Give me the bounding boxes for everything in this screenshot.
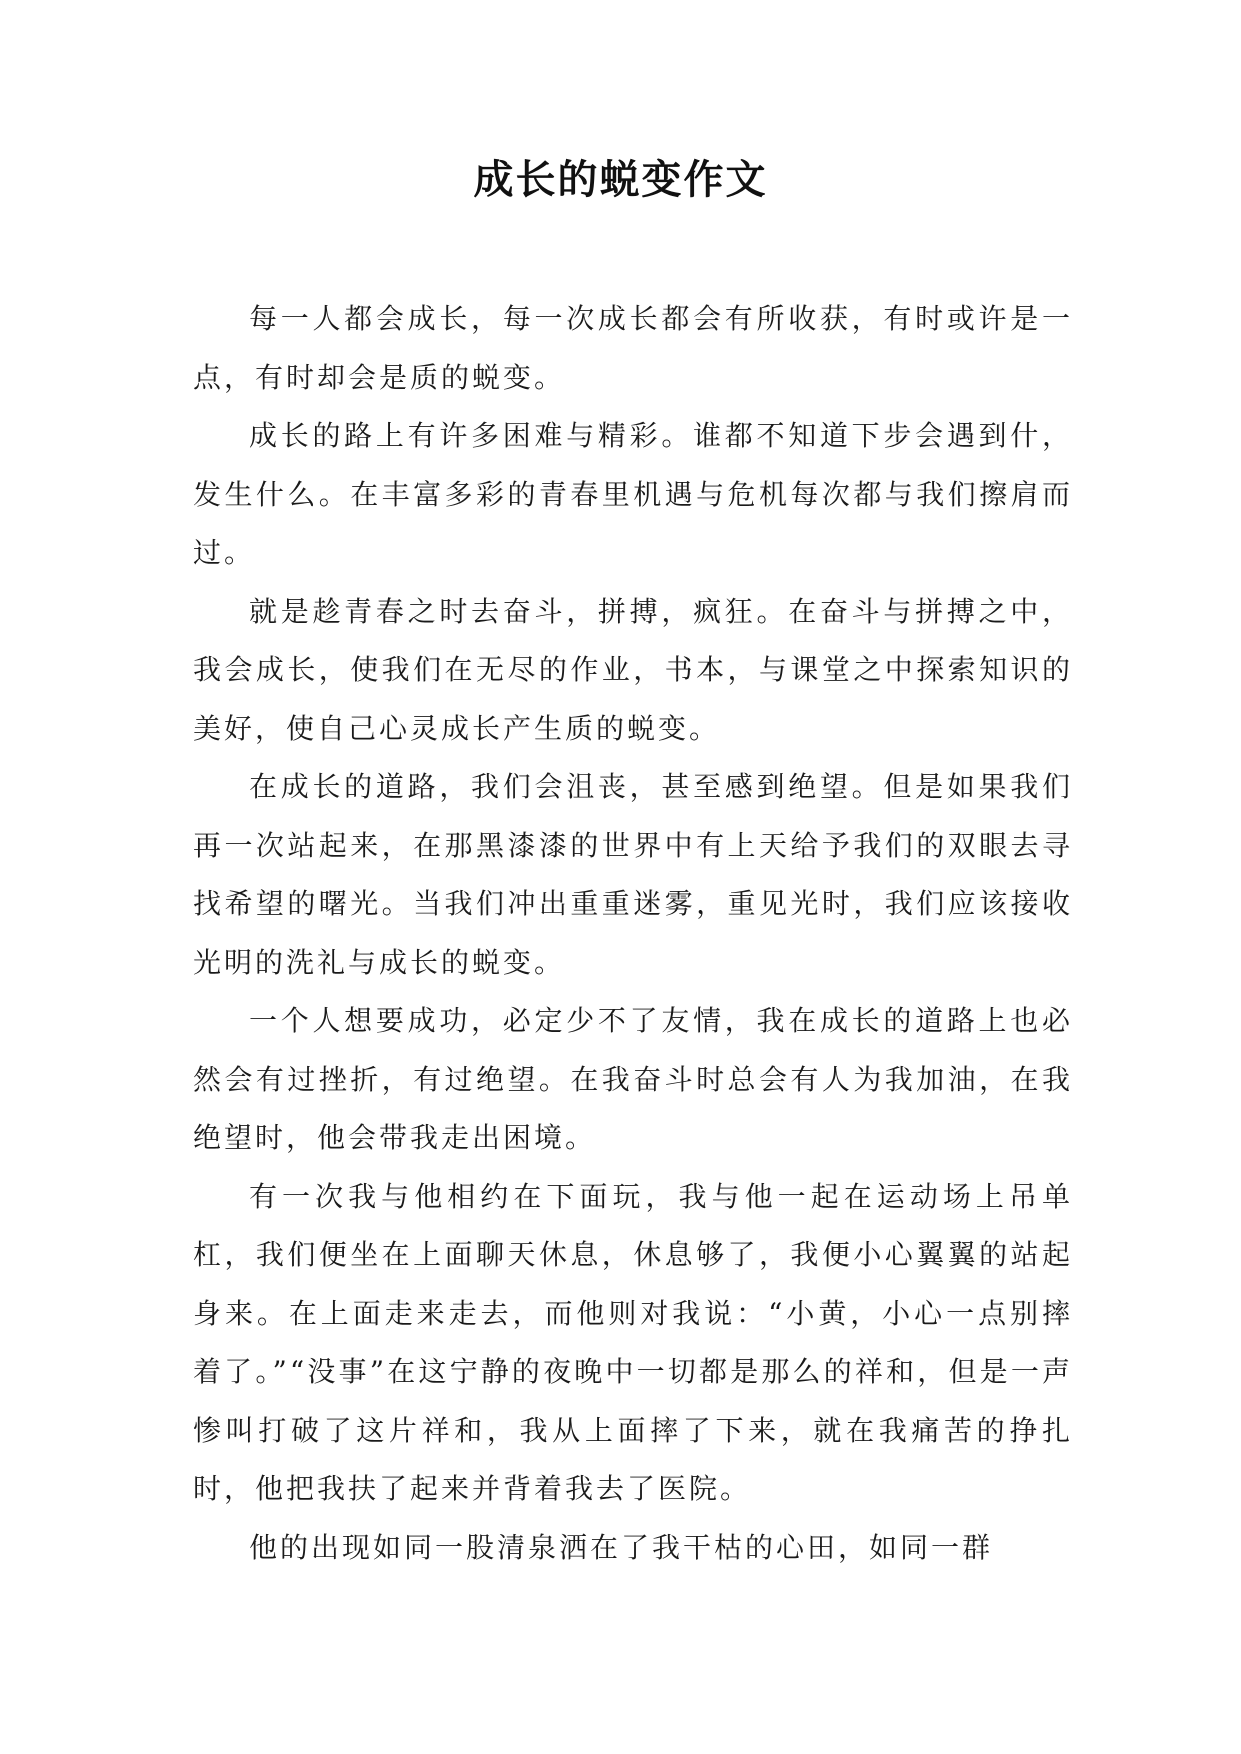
paragraph-1: 每一人都会成长，每一次成长都会有所收获，有时或许是一点，有时却会是质的蜕变。 [193, 302, 1073, 394]
document-body [193, 290, 1073, 1577]
paragraph-7: 他的出现如同一股清泉洒在了我干枯的心田，如同一群 [249, 1530, 994, 1564]
paragraph-2: 成长的路上有许多困难与精彩。谁都不知道下步会遇到什，发生什么。在丰富多彩的青春里机遇与危机每次都与我们擦肩而过。 [193, 419, 1073, 569]
paragraph-4: 在成长的道路，我们会沮丧，甚至感到绝望。但是如果我们再一次站起来，在那黑漆漆的世界中有上天给予我们的双眼去寻找希望的曙光。当我们冲出重重迷雾，重见光时，我们应该接收光明的洗礼与成长的蜕变。 [193, 770, 1073, 979]
document-title: 成长的蜕变作文 [473, 157, 768, 203]
paragraph-6: 有一次我与他相约在下面玩，我与他一起在运动场上吊单杠，我们便坐在上面聊天休息，休息够了，我便小心翼翼的站起身来。在上面走来走去，而他则对我说：“小黄，小心一点别摔着了。”“没事”在这宁静的夜晚中一切都是那么的祥和，但是一声惨叫打破了这片祥和，我从上面摔了下来，就在我痛苦的挣扎时，他把我扶了起来并背着我去了医院。 [193, 1179, 1073, 1505]
paragraph-5: 一个人想要成功，必定少不了友情，我在成长的道路上也必然会有过挫折，有过绝望。在我奋斗时总会有人为我加油，在我绝望时，他会带我走出困境。 [193, 1004, 1073, 1154]
paragraph-3: 就是趁青春之时去奋斗，拼搏，疯狂。在奋斗与拼搏之中，我会成长，使我们在无尽的作业，书本，与课堂之中探索知识的美好，使自己心灵成长产生质的蜕变。 [193, 594, 1073, 745]
